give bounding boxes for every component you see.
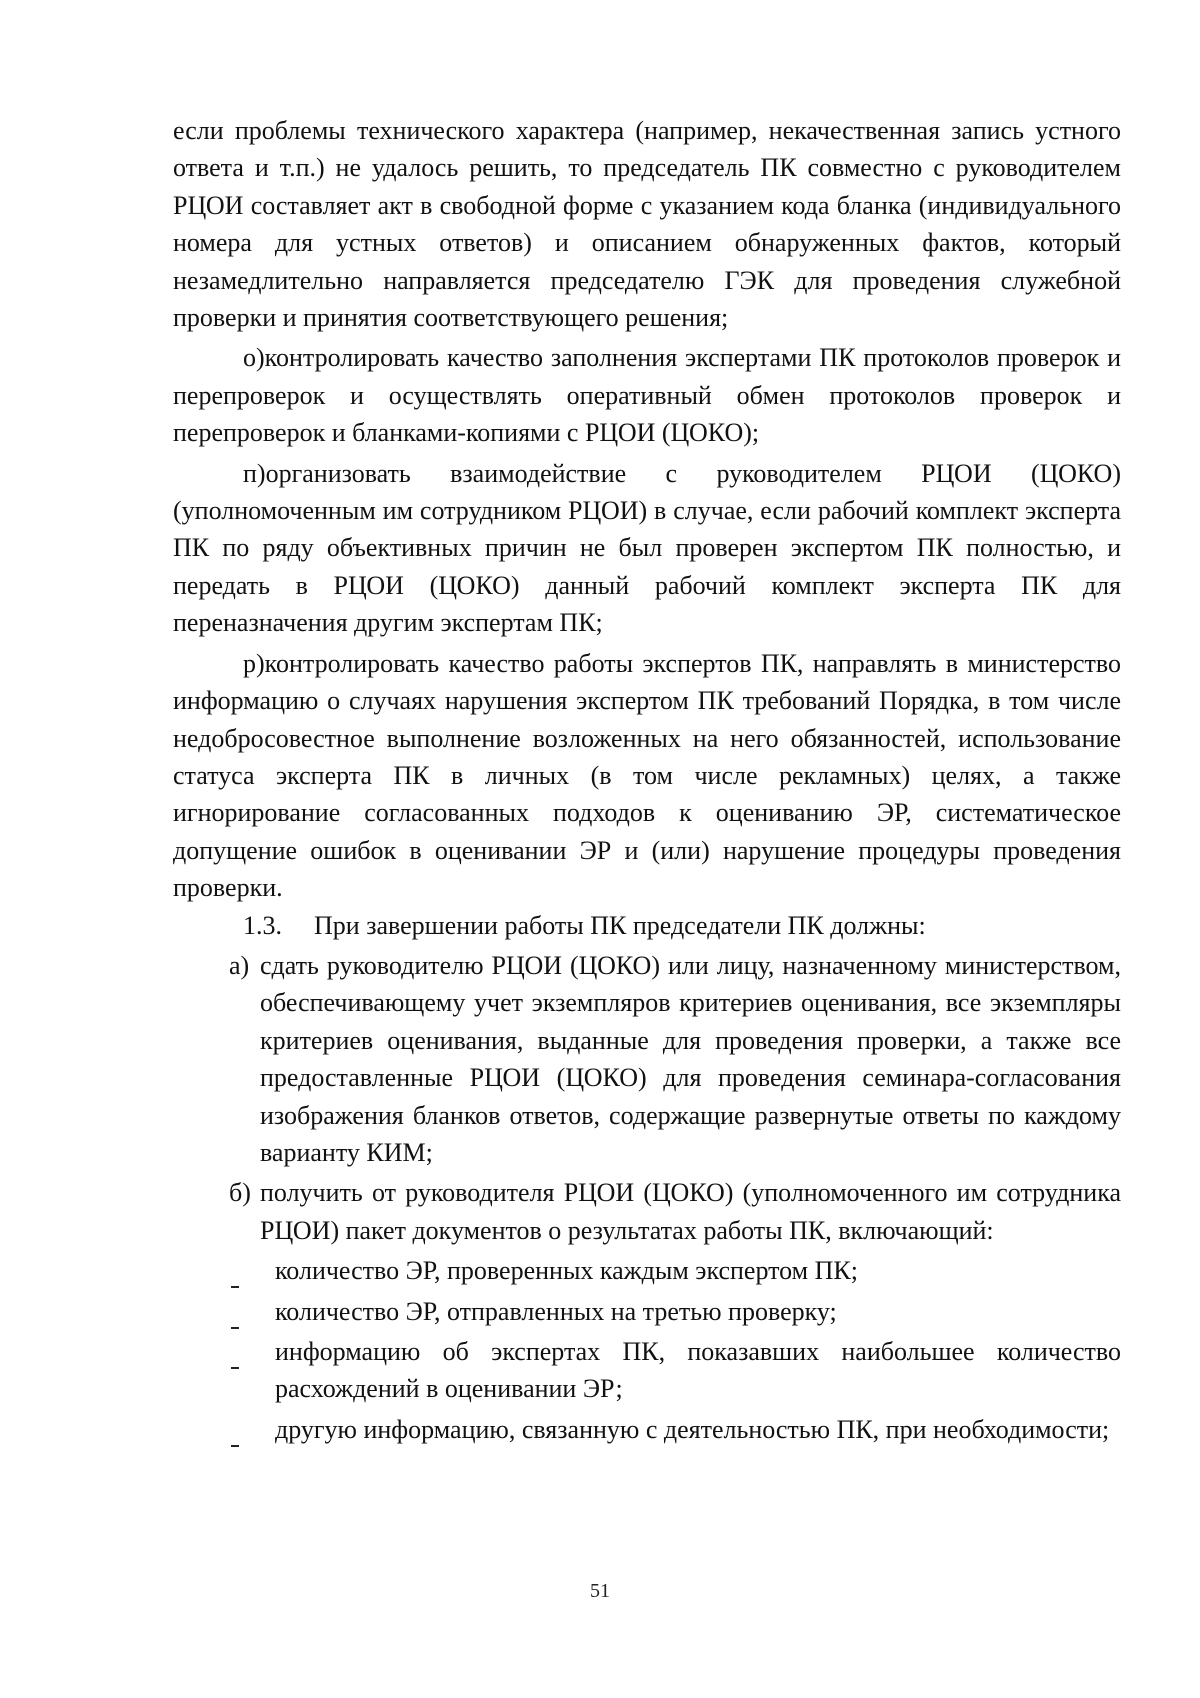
list-item-text: организовать взаимодействие с руководителем РЦОИ (ЦОКО) (уполномоченным им сотрудником РЦОИ) в случае, если рабочий комплект эксперта ПК по ряду объективных причин не был проверен экспертом ПК полностью, и передать в РЦОИ (ЦОКО) данный рабочий комплект эксперта ПК для переназначения другим экспертам ПК; bbox=[173, 458, 1121, 638]
dash-item-text: количество ЭР, отправленных на третью проверку; bbox=[275, 1296, 837, 1326]
dash-bullet-icon bbox=[173, 1411, 275, 1448]
section-item-marker: а) bbox=[229, 950, 250, 980]
section-number: 1.3. bbox=[243, 910, 282, 940]
dash-bullet-icon bbox=[173, 1293, 275, 1330]
dash-item-text: другую информацию, связанную с деятельностью ПК, при необходимости; bbox=[275, 1414, 1110, 1444]
section-item-text: получить от руководителя РЦОИ (ЦОКО) (уполномоченного им сотрудника РЦОИ) пакет документов о результатах работы ПК, включающий: bbox=[260, 1178, 1121, 1245]
dash-list-item bbox=[173, 1252, 1121, 1289]
list-item-p bbox=[173, 455, 1121, 642]
dash-list-item bbox=[173, 1333, 1121, 1408]
section-item-marker: б) bbox=[229, 1178, 251, 1208]
list-item-text: контролировать качество заполнения экспертами ПК протоколов проверок и перепроверок и осуществлять оперативный обмен протоколов проверок и перепроверок и бланками-копиями с РЦОИ (ЦОКО); bbox=[173, 343, 1121, 448]
section-item-text: сдать руководителю РЦОИ (ЦОКО) или лицу, назначенному министерством, обеспечивающему учет экземпляров критериев оценивания, все экземпляры критериев оценивания, выданные для проведения проверки, а также все предоставленные РЦОИ (ЦОКО) для проведения семинара-согласования изображения бланков ответов, содержащие развернутые ответы по каждому варианту КИМ; bbox=[260, 950, 1121, 1167]
list-item-marker: р) bbox=[243, 648, 265, 678]
dash-bullet-icon bbox=[173, 1252, 275, 1289]
document-page bbox=[173, 112, 1121, 1448]
dash-list-item bbox=[173, 1411, 1121, 1448]
list-item-r bbox=[173, 645, 1121, 907]
list-item-marker: п) bbox=[243, 458, 266, 488]
dash-item-text: количество ЭР, проверенных каждым экспертом ПК; bbox=[275, 1256, 858, 1286]
section-item-b bbox=[173, 1174, 1121, 1249]
section-item-a bbox=[173, 947, 1121, 1171]
continuation-paragraph: если проблемы технического характера (например, некачественная запись устного ответа и т.п.) не удалось решить, то председатель ПК совместно с руководителем РЦОИ составляет акт в свободной форме с указанием кода бланка (индивидуального номера для устных ответов) и описанием обнаруженных фактов, который незамедлительно направляется председателю ГЭК для проведения служебной проверки и принятия соответствующего решения; bbox=[173, 116, 1121, 333]
dash-list-item bbox=[173, 1293, 1121, 1330]
page-number: 51 bbox=[590, 1580, 610, 1602]
section-heading-text: При завершении работы ПК председатели ПК должны: bbox=[314, 910, 926, 940]
dash-bullet-icon bbox=[173, 1333, 275, 1408]
list-item-text: контролировать качество работы экспертов ПК, направлять в министерство информацию о случаях нарушения экспертом ПК требований Порядка, в том числе недобросовестное выполнение возложенных на него обязанностей, использование статуса эксперта ПК в личных (в том числе рекламных) целях, а также игнорирование согласованных подходов к оцениванию ЭР, систематическое допущение ошибок в оценивании ЭР и (или) нарушение процедуры проведения проверки. bbox=[173, 648, 1121, 903]
dash-item-text: информацию об экспертах ПК, показавших наибольшее количество расхождений в оценивании ЭР; bbox=[275, 1337, 1121, 1404]
list-item-o bbox=[173, 339, 1121, 451]
list-item-marker: о) bbox=[243, 343, 265, 373]
section-heading bbox=[173, 907, 1121, 944]
